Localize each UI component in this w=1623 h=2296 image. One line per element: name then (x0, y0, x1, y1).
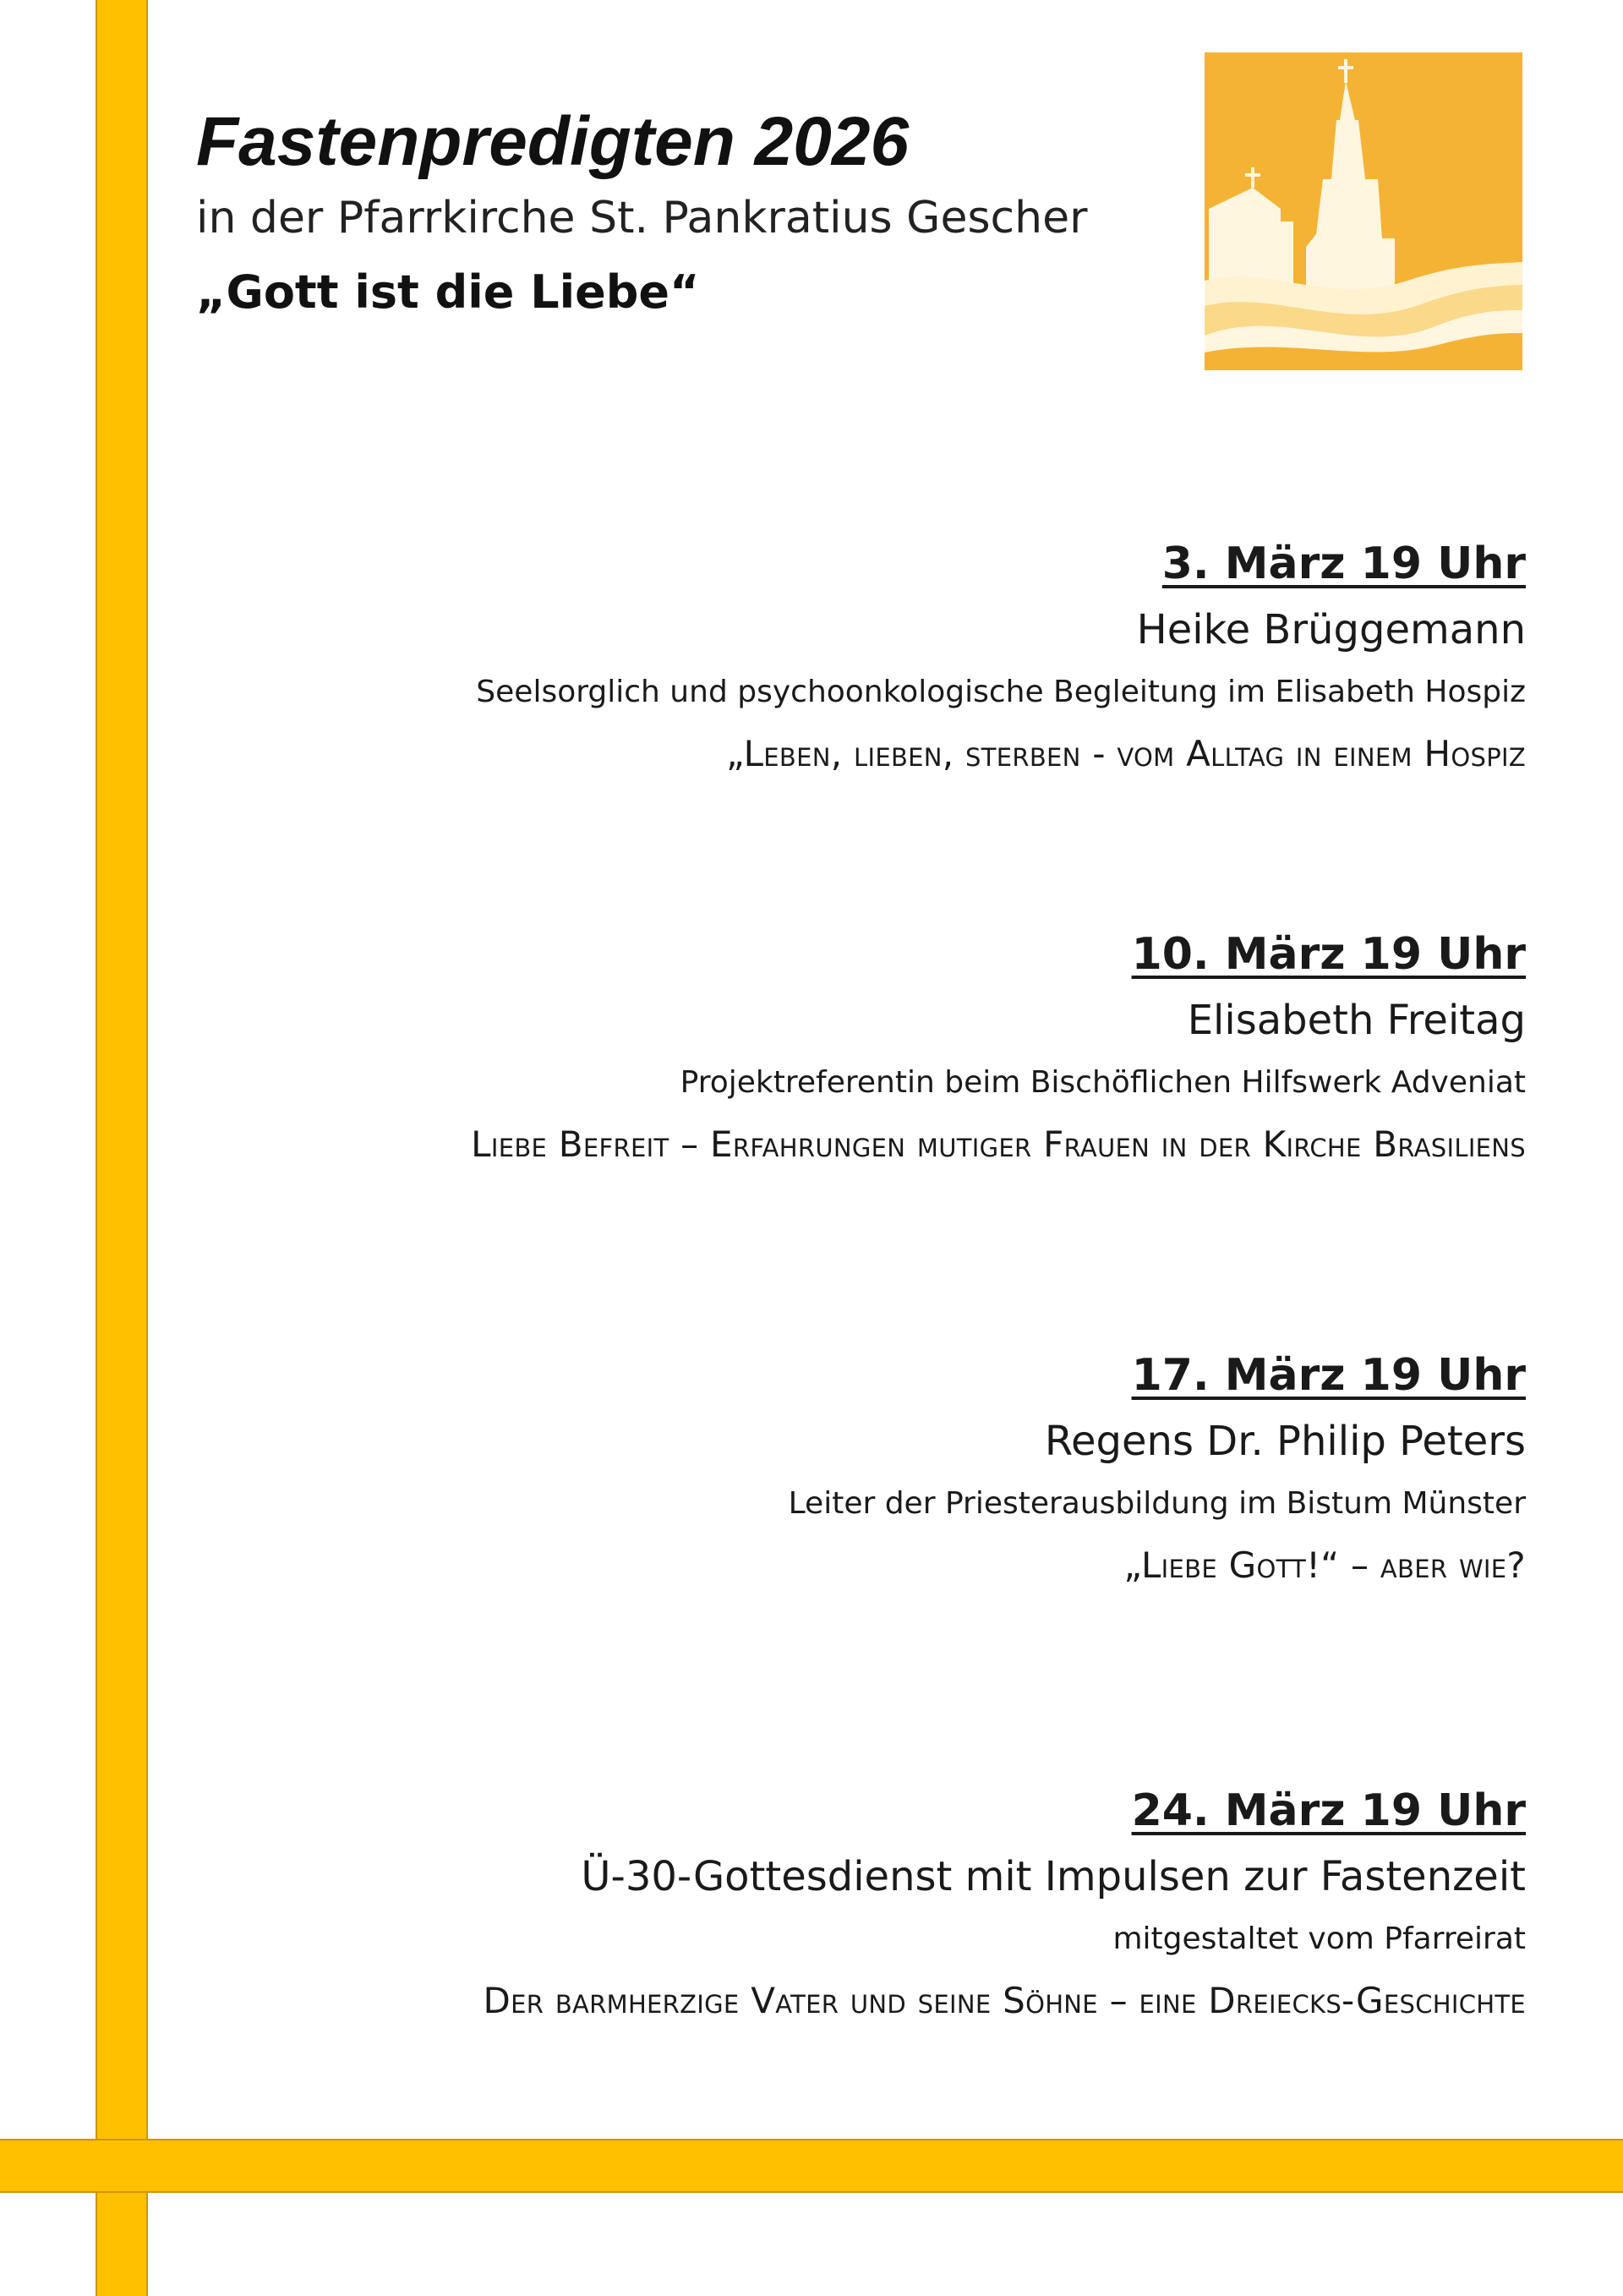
page-title: Fastenpredigten 2026 (196, 103, 910, 180)
event-date: 17. März 19 Uhr (1131, 1350, 1526, 1401)
event-item (123, 1778, 1526, 2033)
event-role: Projektreferentin beim Bischöflichen Hilfswerk Adveniat (680, 1065, 1526, 1100)
event-date: 24. März 19 Uhr (1131, 1785, 1526, 1836)
horizontal-accent-bar (0, 2139, 1623, 2193)
page-subtitle: in der Pfarrkirche St. Pankratius Gescher (196, 193, 1088, 243)
event-date: 3. März 19 Uhr (1161, 538, 1526, 589)
event-topic: Liebe Befreit – Erfahrungen mutiger Frauen in der Kirche Brasiliens (471, 1123, 1526, 1165)
event-speaker: Elisabeth Freitag (1187, 997, 1526, 1044)
event-speaker: Ü-30-Gottesdienst mit Impulsen zur Fastenzeit (581, 1853, 1526, 1900)
event-speaker: Regens Dr. Philip Peters (1044, 1418, 1526, 1465)
event-topic: „Leben, lieben, sterben - vom Alltag in einem Hospiz (726, 733, 1526, 774)
event-item (123, 921, 1526, 1177)
event-role: mitgestaltet vom Pfarreirat (1112, 1922, 1526, 1956)
event-role: Leiter der Priesterausbildung im Bistum Münster (788, 1486, 1526, 1521)
event-item (123, 531, 1526, 786)
church-logo-icon (1205, 52, 1522, 370)
header (196, 100, 1087, 326)
event-topic: Der barmherzige Vater und seine Söhne – eine Dreiecks-Geschichte (483, 1980, 1526, 2021)
event-role: Seelsorglich und psychoonkologische Begleitung im Elisabeth Hospiz (476, 675, 1526, 709)
motto: „Gott ist die Liebe“ (196, 265, 700, 319)
event-topic: „Liebe Gott!“ – aber wie? (1123, 1544, 1526, 1586)
event-speaker: Heike Brüggemann (1136, 606, 1526, 653)
event-item (123, 1342, 1526, 1598)
event-date: 10. März 19 Uhr (1131, 929, 1526, 980)
